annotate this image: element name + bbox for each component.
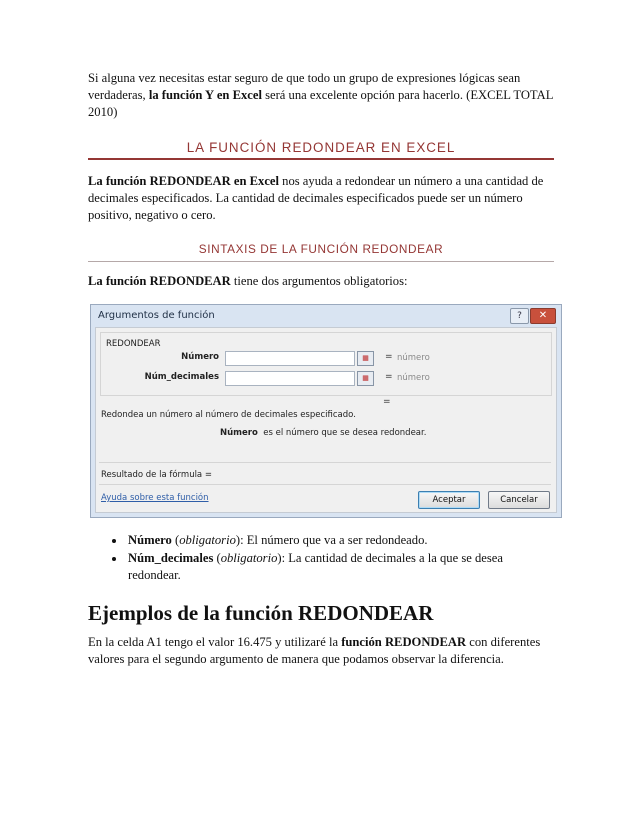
function-arguments-dialog [90,304,562,518]
cancel-button[interactable]: Cancelar [488,491,550,509]
collapse-dialog-icon[interactable]: ▦ [357,351,374,366]
num-decimales-input[interactable] [225,371,355,386]
intro-bold: la función Y en Excel [148,88,262,102]
dialog-body [95,327,557,513]
list-item: • Número (obligatorio): El número que va a ser redondeado. [126,532,554,549]
heading-main: LA FUNCIÓN REDONDEAR EN EXCEL [88,140,554,160]
numero-label: Número [181,352,219,362]
syntax-paragraph: La función REDONDEAR tiene dos argumentos obligatorios: [88,274,408,288]
num-decimales-value: número [397,373,430,383]
help-button[interactable]: ? [510,308,529,324]
arguments-list [88,532,554,584]
numero-input[interactable] [225,351,355,366]
intro-paragraph: Si alguna vez necesitas estar seguro de que todo un grupo de expresiones lógicas sean verdaderas, la función Y en Excel será una excelente opción para hacerlo. (EXCEL TOTAL 2010) [88,71,553,119]
dialog-title: Argumentos de función [98,310,215,321]
result-equals: = [383,397,391,407]
description-paragraph: La función REDONDEAR en Excel nos ayuda a redondear un número a una cantidad de decimales especificados. La cantidad de decimales especificados puede ser un número positivo, negativo o cero. [88,174,544,222]
function-name-label: REDONDEAR [106,339,161,349]
num-decimales-label: Núm_decimales [144,372,219,382]
accept-button[interactable]: Aceptar [418,491,480,509]
examples-paragraph: En la celda A1 tengo el valor 16.475 y utilizaré la función REDONDEAR con diferentes valores para el segundo argumento de manera que podamos observar la diferencia. [88,635,541,666]
document-page [88,70,554,668]
num-decimales-equals: = [385,372,393,382]
help-link[interactable]: Ayuda sobre esta función [101,493,209,503]
numero-equals: = [385,352,393,362]
close-button[interactable]: ✕ [530,308,556,324]
argument-help: Número es el número que se desea redondear. [220,428,427,438]
function-description: Redondea un número al número de decimales especificado. [101,410,356,420]
numero-value: número [397,353,430,363]
arguments-group [100,332,552,396]
divider [99,462,551,463]
collapse-dialog-icon[interactable]: ▦ [357,371,374,386]
divider [99,484,551,485]
heading-syntax: SINTAXIS DE LA FUNCIÓN REDONDEAR [88,242,554,262]
list-item: • Núm_decimales (obligatorio): La cantidad de decimales a la que se desea redondear. [126,550,554,584]
heading-examples: Ejemplos de la función REDONDEAR [88,601,434,625]
formula-result: Resultado de la fórmula = [101,470,212,480]
